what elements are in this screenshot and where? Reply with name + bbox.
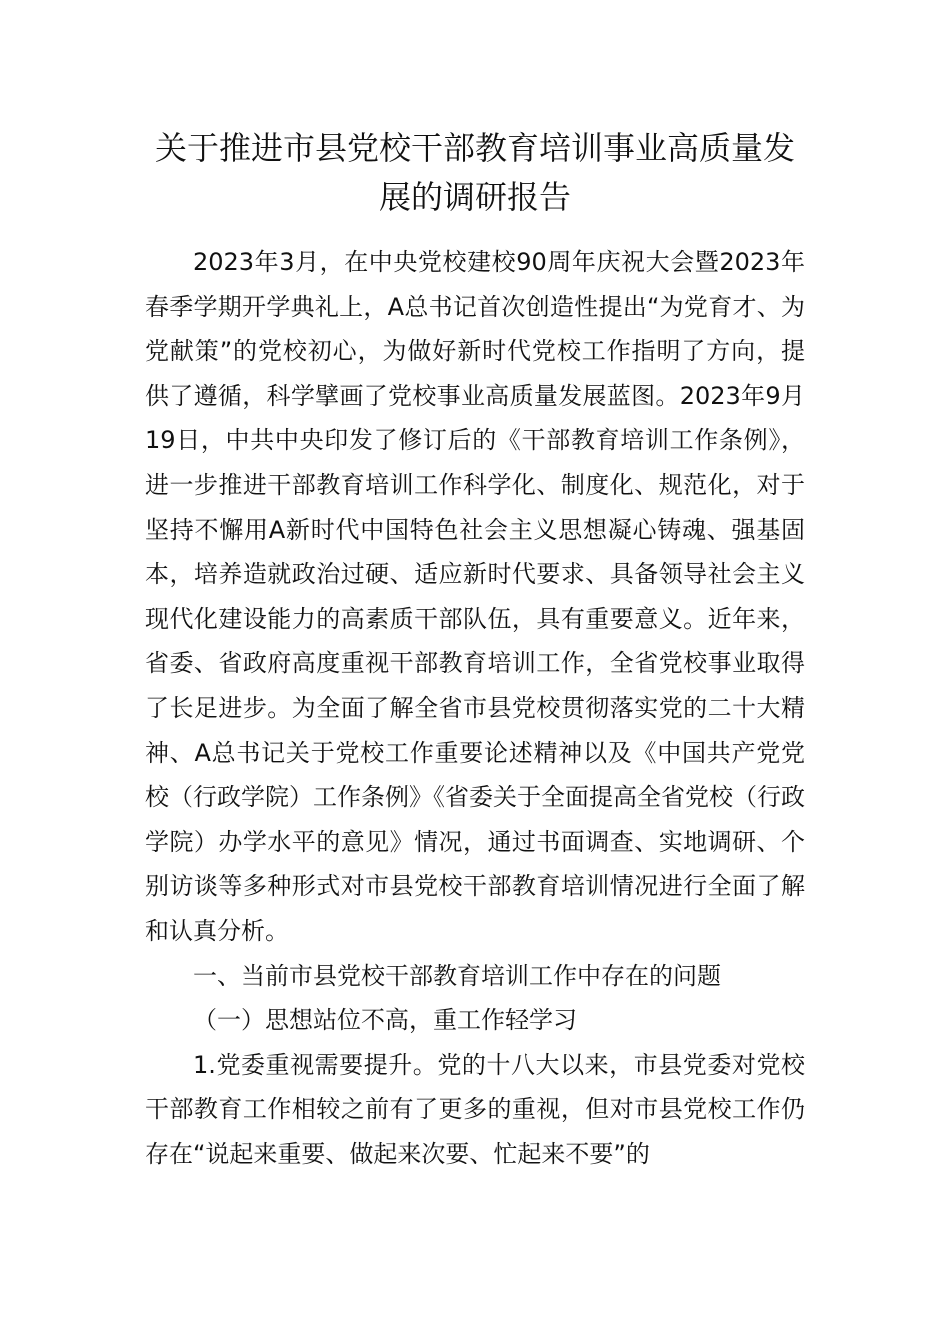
body-paragraph: 1.党委重视需要提升。党的十八大以来，市县党委对党校干部教育工作相较之前有了更多的重视，但对市县党校工作仍存在“说起来重要、做起来次要、忙起来不要”的 xyxy=(145,1050,805,1168)
document-body xyxy=(145,240,805,1176)
subsection-heading: （一）思想站位不高，重工作轻学习 xyxy=(193,1006,577,1035)
document-title: 关于推进市县党校干部教育培训事业高质量发展的调研报告 xyxy=(154,129,795,216)
intro-paragraph: 2023年3月，在中央党校建校90周年庆祝大会暨2023年春季学期开学典礼上，A总书记首次创造性提出“为党育才、为党献策”的党校初心，为做好新时代党校工作指明了方向，提供了遵循，科学擘画了党校事业高质量发展蓝图。2023年9月19日，中共中央印发了修订后的《干部教育培训工作条例》，进一步推进干部教育培训工作科学化、制度化、规范化，对于坚持不懈用A新时代中国特色社会主义思想凝心铸魂、强基固本，培养造就政治过硬、适应新时代要求、具备领导社会主义现代化建设能力的高素质干部队伍，具有重要意义。近年来，省委、省政府高度重视干部教育培训工作，全省党校事业取得了长足进步。为全面了解全省市县党校贯彻落实党的二十大精神、A总书记关于党校工作重要论述精神以及《中国共产党党校（行政学院）工作条例》《省委关于全面提高全省党校（行政学院）办学水平的意见》情况，通过书面调查、实地调研、个别访谈等多种形式对市县党校干部教育培训情况进行全面了解和认真分析。 xyxy=(145,248,805,945)
section-heading: 一、当前市县党校干部教育培训工作中存在的问题 xyxy=(193,961,721,990)
